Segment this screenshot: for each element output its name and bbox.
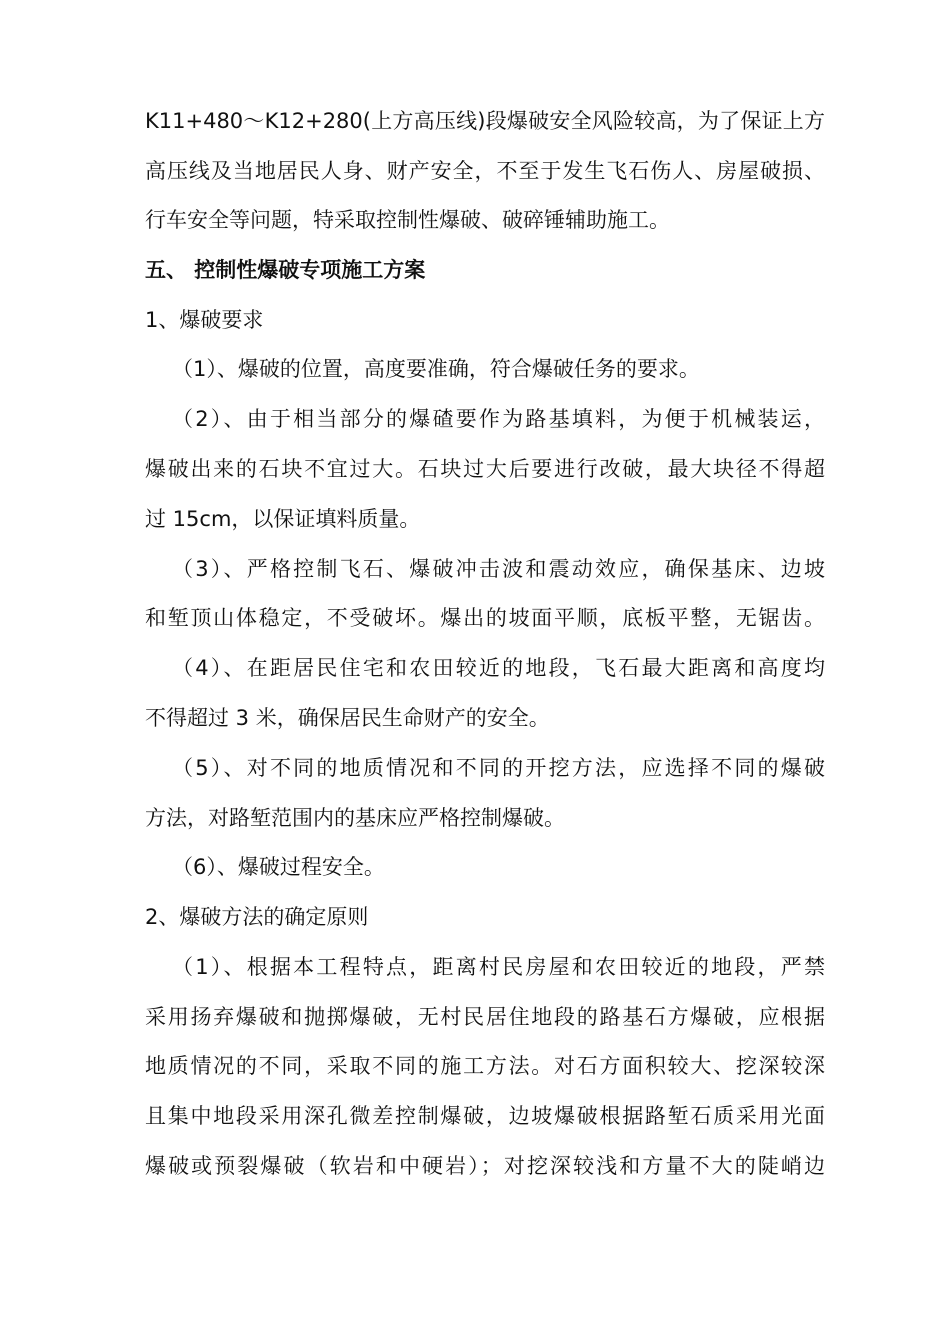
list-item: （5）、对不同的地质情况和不同的开挖方法，应选择不同的爆破 — [172, 756, 825, 780]
list-item: （2）、由于相当部分的爆碴要作为路基填料，为便于机械装运， — [172, 407, 825, 431]
paragraph-line: 爆破出来的石块不宜过大。石块过大后要进行改破，最大块径不得超 — [145, 457, 825, 481]
paragraph-line: 地质情况的不同，采取不同的施工方法。对石方面积较大、挖深较深 — [145, 1054, 825, 1078]
subsection-heading: 2、爆破方法的确定原则 — [145, 905, 369, 929]
paragraph-line: K11+480～K12+280(上方高压线)段爆破安全风险较高，为了保证上方 — [145, 109, 825, 133]
section-heading: 五、 控制性爆破专项施工方案 — [145, 258, 426, 282]
paragraph-line: 不得超过 3 米，确保居民生命财产的安全。 — [145, 706, 550, 730]
paragraph-line: 采用扬弃爆破和抛掷爆破，无村民居住地段的路基石方爆破，应根据 — [145, 1005, 825, 1029]
list-item: （1）、根据本工程特点，距离村民房屋和农田较近的地段，严禁 — [172, 955, 825, 979]
subsection-heading: 1、爆破要求 — [145, 308, 264, 332]
list-item: （4）、在距居民住宅和农田较近的地段，飞石最大距离和高度均 — [172, 656, 825, 680]
paragraph-line: 方法，对路堑范围内的基床应严格控制爆破。 — [145, 806, 565, 830]
paragraph-line: 高压线及当地居民人身、财产安全，不至于发生飞石伤人、房屋破损、 — [145, 159, 825, 183]
paragraph-line: 过 15cm，以保证填料质量。 — [145, 507, 421, 531]
list-item: （3）、严格控制飞石、爆破冲击波和震动效应，确保基床、边坡 — [172, 557, 825, 581]
paragraph-line: 爆破或预裂爆破（软岩和中硬岩）；对挖深较浅和方量不大的陡峭边 — [145, 1154, 825, 1178]
paragraph-line: 且集中地段采用深孔微差控制爆破，边坡爆破根据路堑石质采用光面 — [145, 1104, 825, 1128]
list-item: （1）、爆破的位置，高度要准确，符合爆破任务的要求。 — [172, 357, 700, 381]
paragraph-line: 和堑顶山体稳定，不受破坏。爆出的坡面平顺，底板平整，无锯齿。 — [145, 606, 825, 630]
paragraph-line: 行车安全等问题，特采取控制性爆破、破碎锤辅助施工。 — [145, 208, 670, 232]
list-item: （6）、爆破过程安全。 — [172, 855, 385, 879]
